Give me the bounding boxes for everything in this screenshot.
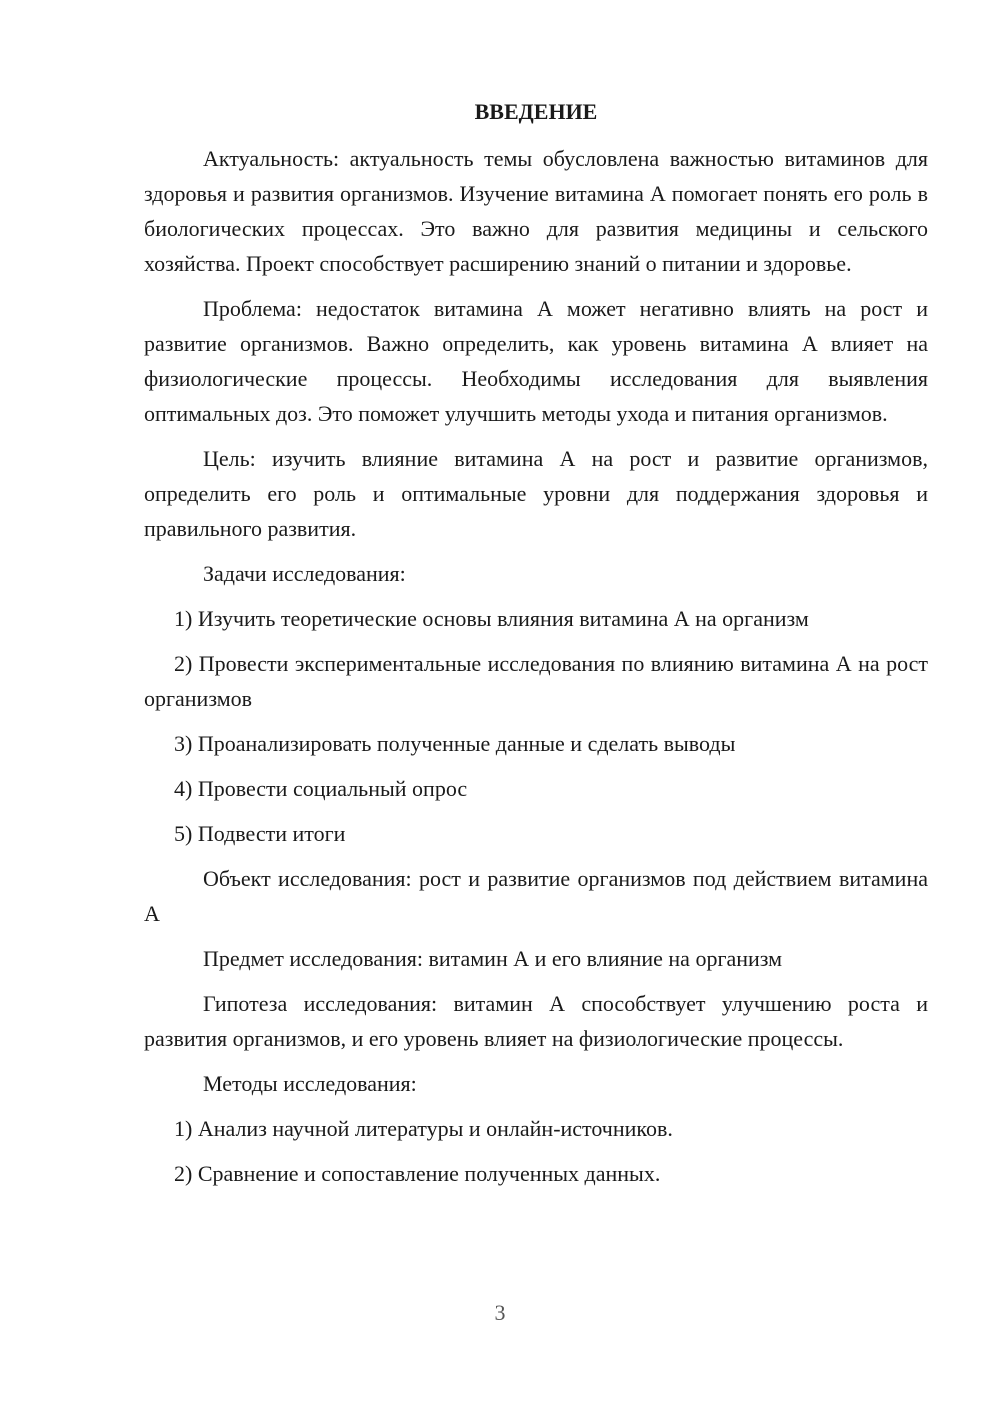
relevance-paragraph: Актуальность: актуальность темы обусловлена важностью витаминов для здоровья и развития организмов. Изучение витамина А помогает понять его роль в биологических процессах. Это важно для развития медицины и сельского хозяйства. Проект способствует расширению знаний о питании и здоровье. <box>144 146 928 276</box>
list-item: 1) Анализ научной литературы и онлайн-источников. <box>174 1116 673 1141</box>
list-item: 1) Изучить теоретические основы влияния витамина А на организм <box>174 606 809 631</box>
methods-label: Методы исследования: <box>203 1071 417 1096</box>
list-item: 5) Подвести итоги <box>174 821 346 846</box>
document-page <box>144 94 928 1201</box>
object-paragraph: Объект исследования: рост и развитие организмов под действием витамина А <box>144 866 928 926</box>
methods-list <box>144 1111 928 1191</box>
goal-paragraph: Цель: изучить влияние витамина А на рост и развитие организмов, определить его роль и оптимальные уровни для поддержания здоровья и правильного развития. <box>144 446 928 541</box>
list-item: 2) Сравнение и сопоставление полученных данных. <box>174 1161 661 1186</box>
hypothesis-paragraph: Гипотеза исследования: витамин А способствует улучшению роста и развития организмов, и его уровень влияет на физиологические процессы. <box>144 991 928 1051</box>
tasks-list <box>144 601 928 851</box>
subject-paragraph: Предмет исследования: витамин А и его влияние на организм <box>203 946 783 971</box>
problem-paragraph: Проблема: недостаток витамина А может негативно влиять на рост и развитие организмов. Важно определить, как уровень витамина А влияет на физиологические процессы. Необходимы исследования для выявления оптимальных доз. Это поможет улучшить методы ухода и питания организмов. <box>144 296 928 426</box>
list-item: 2) Провести экспериментальные исследования по влиянию витамина А на рост организмов <box>144 651 928 711</box>
tasks-label: Задачи исследования: <box>203 561 406 586</box>
page-number: 3 <box>494 1300 506 1325</box>
list-item: 4) Провести социальный опрос <box>174 776 468 801</box>
page-title: ВВЕДЕНИЕ <box>474 99 598 124</box>
list-item: 3) Проанализировать полученные данные и сделать выводы <box>174 731 736 756</box>
